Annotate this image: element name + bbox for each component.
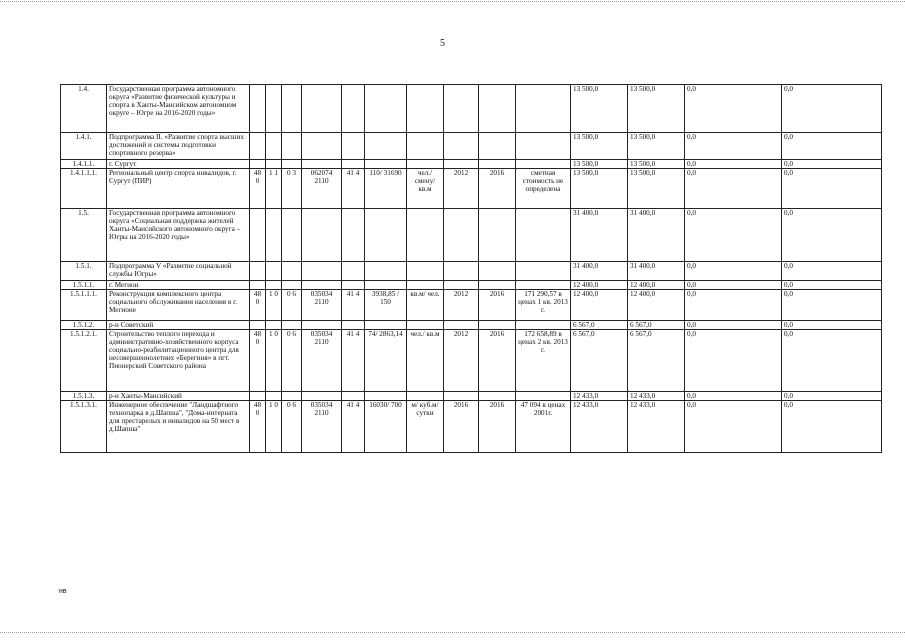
estimated-cost-cell — [516, 160, 571, 169]
table-row — [61, 401, 882, 453]
capacity-cell: 74/ 2863,14 — [365, 330, 407, 392]
capacity-cell — [365, 209, 407, 262]
table-row — [61, 392, 882, 401]
value-cell: 6 567,0 — [628, 330, 685, 392]
row-number-cell: 1.4. — [61, 85, 107, 133]
code-cell — [342, 321, 365, 330]
code-cell — [250, 85, 266, 133]
row-name-cell: р-н Ханты-Мансийский — [107, 392, 250, 401]
code-cell — [282, 281, 302, 290]
code-cell: 48 0 — [250, 330, 266, 392]
code-cell — [342, 281, 365, 290]
value-cell: 13 500,0 — [571, 160, 628, 169]
value-cell: 31 400,0 — [628, 209, 685, 262]
start-year-cell: 2016 — [444, 401, 479, 453]
value-cell: 13 500,0 — [571, 85, 628, 133]
code-cell — [282, 262, 302, 281]
code-cell — [266, 262, 282, 281]
value-cell: 0,0 — [782, 392, 882, 401]
code-cell — [266, 321, 282, 330]
code-cell — [266, 209, 282, 262]
row-number-cell: 1.4.1.1.1. — [61, 169, 107, 209]
table-row — [61, 281, 882, 290]
code-cell: 1 0 — [266, 290, 282, 321]
estimated-cost-cell — [516, 321, 571, 330]
end-year-cell — [479, 281, 516, 290]
value-cell: 31 400,0 — [571, 209, 628, 262]
end-year-cell — [479, 160, 516, 169]
row-name-cell: Реконструкция комплексного центра социального обслуживания населения в г. Мегионе — [107, 290, 250, 321]
row-number-cell: 1.5.1.3.1. — [61, 401, 107, 453]
code-cell — [250, 160, 266, 169]
row-number-cell: 1.5.1.2. — [61, 321, 107, 330]
code-cell: 41 4 — [342, 401, 365, 453]
row-name-cell: Инженерное обеспечение "Ландшафтного технопарка в д.Шапша", "Дома-интерната для престарелых и инвалидов на 50 мест в д.Шапша" — [107, 401, 250, 453]
unit-cell: м/ куб.м/ сутки — [407, 401, 444, 453]
capacity-cell — [365, 262, 407, 281]
budget-table — [60, 84, 882, 453]
scan-edge-bottom — [0, 632, 905, 634]
estimated-cost-cell — [516, 392, 571, 401]
code-cell — [266, 392, 282, 401]
start-year-cell — [444, 281, 479, 290]
row-name-cell: г. Мегион — [107, 281, 250, 290]
code-cell: 0 3 — [282, 169, 302, 209]
capacity-cell: 3938,85 / 150 — [365, 290, 407, 321]
code-cell: 035034 2110 — [302, 290, 342, 321]
value-cell: 31 400,0 — [571, 262, 628, 281]
unit-cell — [407, 85, 444, 133]
value-cell: 0,0 — [782, 290, 882, 321]
start-year-cell — [444, 209, 479, 262]
value-cell: 12 433,0 — [571, 401, 628, 453]
value-cell: 0,0 — [782, 401, 882, 453]
code-cell — [266, 281, 282, 290]
value-cell: 0,0 — [685, 330, 782, 392]
row-name-cell: Подпрограмма II. «Развитие спорта высших достижений и системы подготовки спортивного резерва» — [107, 133, 250, 160]
value-cell: 0,0 — [685, 209, 782, 262]
unit-cell — [407, 160, 444, 169]
value-cell: 13 500,0 — [628, 169, 685, 209]
value-cell: 0,0 — [782, 321, 882, 330]
page-number: 5 — [440, 38, 445, 49]
value-cell: 12 400,0 — [571, 281, 628, 290]
unit-cell — [407, 281, 444, 290]
value-cell: 13 500,0 — [628, 133, 685, 160]
row-number-cell: 1.5. — [61, 209, 107, 262]
value-cell: 13 500,0 — [571, 133, 628, 160]
value-cell: 6 567,0 — [628, 321, 685, 330]
value-cell: 0,0 — [782, 169, 882, 209]
code-cell — [302, 281, 342, 290]
code-cell: 48 0 — [250, 401, 266, 453]
unit-cell — [407, 133, 444, 160]
estimated-cost-cell — [516, 262, 571, 281]
start-year-cell — [444, 321, 479, 330]
value-cell: 0,0 — [782, 330, 882, 392]
value-cell: 12 400,0 — [628, 281, 685, 290]
end-year-cell — [479, 209, 516, 262]
table-row — [61, 133, 882, 160]
value-cell: 0,0 — [782, 281, 882, 290]
value-cell: 13 500,0 — [628, 160, 685, 169]
code-cell: 1 0 — [266, 401, 282, 453]
value-cell: 0,0 — [782, 133, 882, 160]
value-cell: 0,0 — [685, 85, 782, 133]
value-cell: 12 400,0 — [628, 290, 685, 321]
code-cell — [282, 321, 302, 330]
code-cell — [302, 209, 342, 262]
start-year-cell — [444, 160, 479, 169]
value-cell: 0,0 — [782, 85, 882, 133]
table-row — [61, 262, 882, 281]
estimated-cost-cell: сметная стоимость не определена — [516, 169, 571, 209]
end-year-cell: 2016 — [479, 401, 516, 453]
value-cell: 12 433,0 — [628, 392, 685, 401]
code-cell: 1 0 — [266, 330, 282, 392]
row-name-cell: Строительство теплого перехода и административно-хозяйственного корпуса социально-реабилитационного центра для несовершеннолетних «Берегиня» в пгт. Пионерский Советского района — [107, 330, 250, 392]
start-year-cell — [444, 392, 479, 401]
capacity-cell: 110/ 31690 — [365, 169, 407, 209]
code-cell — [302, 392, 342, 401]
table-row — [61, 209, 882, 262]
unit-cell — [407, 392, 444, 401]
end-year-cell — [479, 392, 516, 401]
value-cell: 0,0 — [685, 133, 782, 160]
code-cell — [250, 209, 266, 262]
code-cell: 48 0 — [250, 290, 266, 321]
row-number-cell: 1.5.1.1.1. — [61, 290, 107, 321]
start-year-cell: 2012 — [444, 290, 479, 321]
code-cell — [302, 133, 342, 160]
code-cell: 0 6 — [282, 290, 302, 321]
value-cell: 12 433,0 — [571, 392, 628, 401]
footer-mark: нв — [59, 588, 67, 595]
code-cell — [282, 85, 302, 133]
row-number-cell: 1.5.1.2.1. — [61, 330, 107, 392]
code-cell — [342, 209, 365, 262]
code-cell — [250, 262, 266, 281]
code-cell — [282, 160, 302, 169]
end-year-cell — [479, 85, 516, 133]
code-cell: 41 4 — [342, 290, 365, 321]
capacity-cell: 16030/ 700 — [365, 401, 407, 453]
code-cell: 0 6 — [282, 330, 302, 392]
value-cell: 12 400,0 — [571, 290, 628, 321]
value-cell: 0,0 — [782, 160, 882, 169]
end-year-cell — [479, 133, 516, 160]
unit-cell — [407, 321, 444, 330]
estimated-cost-cell — [516, 209, 571, 262]
table-row — [61, 290, 882, 321]
code-cell — [250, 392, 266, 401]
value-cell: 6 567,0 — [571, 330, 628, 392]
estimated-cost-cell: 171 290,57 в ценах 1 кв. 2013 г. — [516, 290, 571, 321]
start-year-cell: 2012 — [444, 330, 479, 392]
capacity-cell — [365, 392, 407, 401]
value-cell: 13 500,0 — [571, 169, 628, 209]
estimated-cost-cell: 47 094 в ценах 2001г. — [516, 401, 571, 453]
table-row — [61, 160, 882, 169]
value-cell: 0,0 — [685, 281, 782, 290]
estimated-cost-cell — [516, 133, 571, 160]
value-cell: 0,0 — [685, 290, 782, 321]
end-year-cell: 2016 — [479, 169, 516, 209]
value-cell: 0,0 — [685, 321, 782, 330]
start-year-cell — [444, 85, 479, 133]
unit-cell — [407, 262, 444, 281]
end-year-cell — [479, 321, 516, 330]
start-year-cell: 2012 — [444, 169, 479, 209]
capacity-cell — [365, 133, 407, 160]
estimated-cost-cell — [516, 85, 571, 133]
value-cell: 0,0 — [685, 262, 782, 281]
value-cell: 0,0 — [782, 209, 882, 262]
row-name-cell: Подпрограмма V «Развитие социальной службы Югры» — [107, 262, 250, 281]
unit-cell: кв.м/ чел. — [407, 290, 444, 321]
code-cell — [250, 133, 266, 160]
unit-cell: чел./ смену/ кв.м — [407, 169, 444, 209]
code-cell — [342, 392, 365, 401]
code-cell: 035034 2110 — [302, 401, 342, 453]
value-cell: 31 400,0 — [628, 262, 685, 281]
end-year-cell: 2016 — [479, 330, 516, 392]
code-cell: 0 6 — [282, 401, 302, 453]
unit-cell — [407, 209, 444, 262]
code-cell — [342, 85, 365, 133]
code-cell — [302, 321, 342, 330]
value-cell: 0,0 — [685, 401, 782, 453]
code-cell — [302, 262, 342, 281]
value-cell: 0,0 — [685, 392, 782, 401]
capacity-cell — [365, 281, 407, 290]
code-cell — [282, 209, 302, 262]
start-year-cell — [444, 133, 479, 160]
code-cell: 035034 2110 — [302, 330, 342, 392]
code-cell — [302, 85, 342, 133]
code-cell — [342, 160, 365, 169]
row-number-cell: 1.5.1.3. — [61, 392, 107, 401]
code-cell — [302, 160, 342, 169]
code-cell: 41 4 — [342, 169, 365, 209]
row-number-cell: 1.4.1. — [61, 133, 107, 160]
capacity-cell — [365, 160, 407, 169]
table-row — [61, 85, 882, 133]
value-cell: 0,0 — [782, 262, 882, 281]
capacity-cell — [365, 321, 407, 330]
code-cell — [266, 133, 282, 160]
code-cell: 1 1 — [266, 169, 282, 209]
row-name-cell: Государственная программа автономного округа «Социальная поддержка жителей Ханты-Мансийского автономного округа – Югры на 2016-2020 годы» — [107, 209, 250, 262]
row-number-cell: 1.5.1.1. — [61, 281, 107, 290]
row-number-cell: 1.4.1.1. — [61, 160, 107, 169]
code-cell — [342, 262, 365, 281]
code-cell: 41 4 — [342, 330, 365, 392]
row-name-cell: Государственная программа автономного округа «Развитие физической культуры и спорта в Ханты-Мансийском автономном округе – Югре на 2016-2020 годы» — [107, 85, 250, 133]
estimated-cost-cell — [516, 281, 571, 290]
code-cell: 062074 2110 — [302, 169, 342, 209]
code-cell: 48 0 — [250, 169, 266, 209]
row-name-cell: р-н Советский — [107, 321, 250, 330]
table-row — [61, 169, 882, 209]
code-cell — [250, 281, 266, 290]
value-cell: 0,0 — [685, 160, 782, 169]
table-row — [61, 321, 882, 330]
start-year-cell — [444, 262, 479, 281]
value-cell: 6 567,0 — [571, 321, 628, 330]
code-cell — [342, 133, 365, 160]
value-cell: 13 500,0 — [628, 85, 685, 133]
row-name-cell: г. Сургут — [107, 160, 250, 169]
code-cell — [282, 133, 302, 160]
value-cell: 0,0 — [685, 169, 782, 209]
scan-edge-top — [0, 1, 905, 3]
code-cell — [282, 392, 302, 401]
table-row — [61, 330, 882, 392]
row-name-cell: Региональный центр спорта инвалидов, г. Сургут (ПИР) — [107, 169, 250, 209]
unit-cell: чел./ кв.м — [407, 330, 444, 392]
end-year-cell: 2016 — [479, 290, 516, 321]
capacity-cell — [365, 85, 407, 133]
code-cell — [266, 85, 282, 133]
row-number-cell: 1.5.1. — [61, 262, 107, 281]
end-year-cell — [479, 262, 516, 281]
code-cell — [250, 321, 266, 330]
value-cell: 12 433,0 — [628, 401, 685, 453]
code-cell — [266, 160, 282, 169]
estimated-cost-cell: 172 658,89 в ценах 2 кв. 2013 г. — [516, 330, 571, 392]
